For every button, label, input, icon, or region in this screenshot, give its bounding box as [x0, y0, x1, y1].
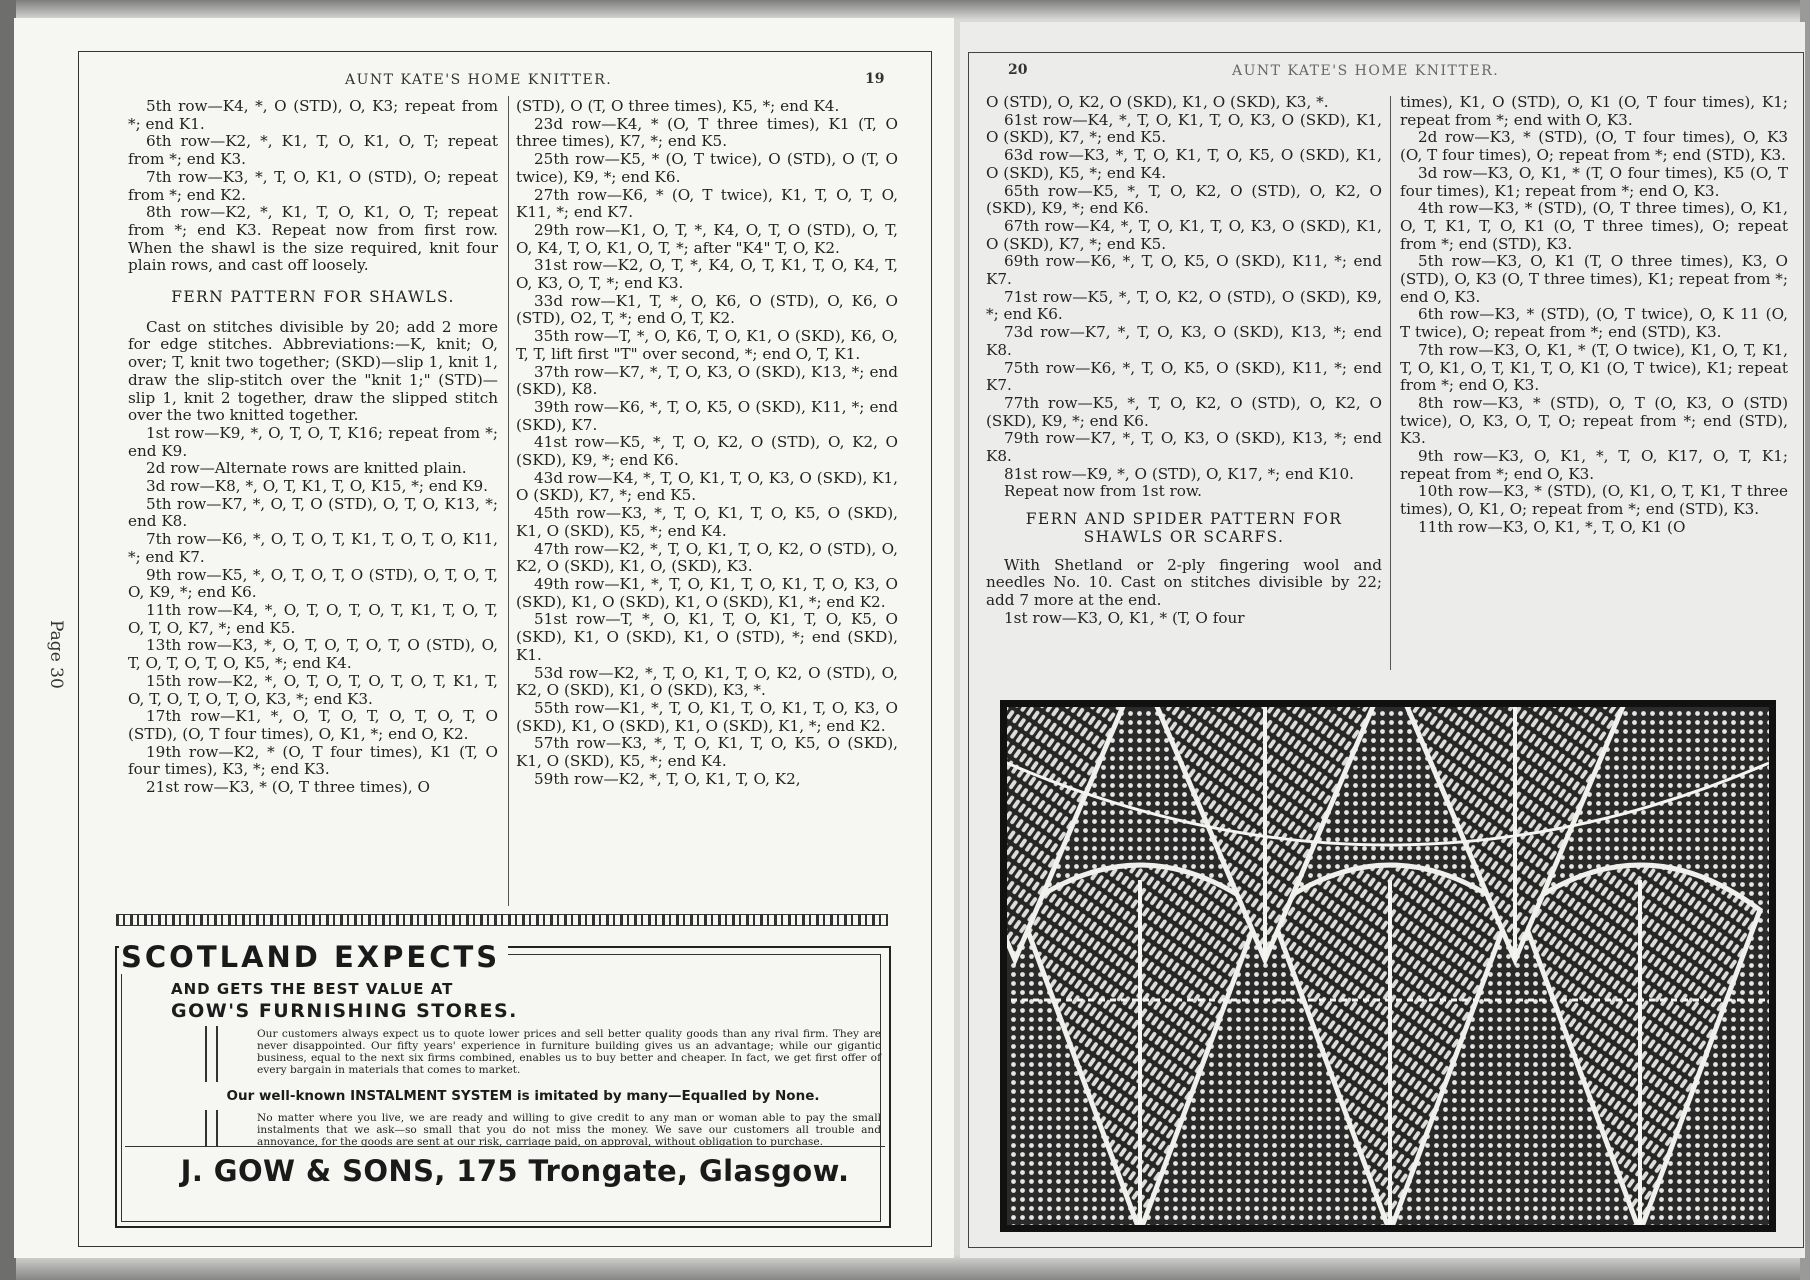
paragraph: 37th row—K7, *, T, O, K3, O (SKD), K13, *; end (SKD), K8. — [516, 362, 898, 399]
paragraph: 31st row—K2, O, T, *, K4, O, T, K1, T, O, K4, T, O, K3, O, T, *; end K3. — [516, 256, 898, 293]
left-page-column-1 — [128, 98, 498, 797]
paragraph: 51st row—T, *, O, K1, T, O, K1, T, O, K5, O (SKD), K1, O (SKD), K1, O (STD), *; end (SKD), K1. — [516, 610, 898, 664]
paragraph: With Shetland or 2-ply fingering wool and needles No. 10. Cast on stitches divisible by 22; add 7 more at the end. — [986, 555, 1382, 609]
paragraph: 67th row—K4, *, T, O, K1, T, O, K3, O (SKD), K1, O (SKD), K7, *; end K5. — [986, 216, 1382, 253]
paragraph: 39th row—K6, *, T, O, K5, O (SKD), K11, *; end (SKD), K7. — [516, 397, 898, 434]
paragraph: 3d row—K8, *, O, T, K1, T, O, K15, *; end K9. — [146, 477, 488, 496]
advert-store-name: GOW'S FURNISHING STORES. — [171, 1000, 518, 1022]
paragraph: 79th row—K7, *, T, O, K3, O (SKD), K13, *; end K8. — [986, 429, 1382, 466]
advert-paragraph-1: Our customers always expect us to quote lower prices and sell better quality goods than any rival firm. They are never disappointed. Our fifty years' experience in furniture building gives us an advantage; while our gigantic business, equal to the next six firms combined, enables us to buy better and cheaper. In fact, we get first offer of every bargain in materials that comes to market. — [257, 1028, 881, 1076]
paragraph: 11th row—K3, O, K1, *, T, O, K1 (O — [1418, 517, 1686, 536]
advert-headline: SCOTLAND EXPECTS — [119, 940, 508, 974]
paragraph: 65th row—K5, *, T, O, K2, O (STD), O, K2, O (SKD), K9, *; end K6. — [986, 181, 1382, 218]
paragraph: times), K1, O (STD), O, K1 (O, T four times), K1; repeat from *; end with O, K3. — [1400, 93, 1788, 129]
paragraph: 7th row—K6, *, O, T, O, T, K1, T, O, T, O, K11, *; end K7. — [128, 530, 498, 566]
paragraph: 6th row—K3, * (STD), (O, T twice), O, K 11 (O, T twice), O; repeat from *; end (STD), K3. — [1400, 305, 1788, 342]
paragraph: 75th row—K6, *, T, O, K5, O (SKD), K11, *; end K7. — [986, 358, 1382, 395]
paragraph: 9th row—K5, *, O, T, O, T, O (STD), O, T, O, T, O, K9, *; end K6. — [128, 565, 498, 602]
paragraph: 81st row—K9, *, O (STD), O, K17, *; end K10. — [1004, 464, 1354, 483]
folio-20: 20 — [1008, 62, 1028, 78]
paragraph: 4th row—K3, * (STD), (O, T three times), O, K1, O, T, K1, T, O, K1 (O, T three times), O; repeat from *; end (STD), K3. — [1400, 199, 1788, 253]
running-head-left: AUNT KATE'S HOME KNITTER. — [345, 72, 613, 88]
paragraph: 5th row—K4, *, O (STD), O, K3; repeat from *; end K1. — [128, 97, 498, 133]
advert-bar-ornament — [205, 1026, 218, 1082]
right-page-column-1 — [986, 94, 1382, 627]
paragraph: 35th row—T, *, O, K6, T, O, K1, O (SKD), K6, O, T, T, lift first "T" over second, *; end O, T, K1. — [516, 327, 898, 363]
page-label: Page 30 — [46, 620, 66, 689]
paragraph: 41st row—K5, *, T, O, K2, O (STD), O, K2, O (SKD), K9, *; end K6. — [516, 433, 898, 470]
lace-shawl-photo — [1000, 700, 1776, 1232]
paragraph: 57th row—K3, *, T, O, K1, T, O, K5, O (SKD), K1, O (SKD), K5, *; end K4. — [516, 734, 898, 771]
paragraph: 11th row—K4, *, O, T, O, T, O, T, K1, T, O, T, O, T, O, K7, *; end K5. — [128, 600, 498, 637]
advertisement — [111, 940, 895, 1232]
paragraph: 10th row—K3, * (STD), (O, K1, O, T, K1, T three times), O, K1, O; repeat from *; end (STD), K3. — [1400, 482, 1788, 519]
paragraph: 73d row—K7, *, T, O, K3, O (SKD), K13, *; end K8. — [986, 323, 1382, 359]
paragraph: 49th row—K1, *, T, O, K1, T, O, K1, T, O, K3, O (SKD), K1, O (SKD), K1, O (SKD), K1, *; end K2. — [516, 574, 898, 611]
running-head-right: AUNT KATE'S HOME KNITTER. — [1232, 63, 1500, 79]
paragraph: 17th row—K1, *, O, T, O, T, O, T, O, T, O (STD), (O, T four times), O, K1, *; end O, K2. — [128, 707, 498, 743]
paragraph: O (STD), O, K2, O (SKD), K1, O (SKD), K3, *. — [986, 93, 1329, 111]
paragraph: 9th row—K3, O, K1, *, T, O, K17, O, T, K1; repeat from *; end O, K3. — [1400, 447, 1788, 483]
paragraph: 33d row—K1, T, *, O, K6, O (STD), O, K6, O (STD), O2, T, *; end O, T, K2. — [516, 291, 898, 328]
paragraph: 1st row—K3, O, K1, * (T, O four — [1004, 608, 1245, 627]
paragraph: 23d row—K4, * (O, T three times), K1 (T, O three times), K7, *; end K5. — [516, 114, 898, 151]
ornament-border — [116, 914, 888, 926]
paragraph: 43d row—K4, *, T, O, K1, T, O, K3, O (SKD), K1, O (SKD), K7, *; end K5. — [516, 468, 898, 505]
paragraph: 59th row—K2, *, T, O, K1, T, O, K2, — [534, 769, 801, 788]
advert-instalment-line: Our well-known INSTALMENT SYSTEM is imitated by many—Equalled by None. — [226, 1088, 820, 1104]
paragraph: 61st row—K4, *, T, O, K1, T, O, K3, O (SKD), K1, O (SKD), K7, *; end K5. — [986, 110, 1382, 147]
paragraph: Repeat now from 1st row. — [1004, 482, 1202, 501]
paragraph: 69th row—K6, *, T, O, K5, O (SKD), K11, *; end K7. — [986, 252, 1382, 289]
paragraph: (STD), O (T, O three times), K5, *; end K4. — [516, 97, 840, 115]
section-heading: FERN PATTERN FOR SHAWLS. — [171, 288, 455, 307]
advert-paragraph-2: No matter where you live, we are ready and willing to give credit to any man or woman able to pay the small instalments that we ask—so small that you do not miss the money. We save our customers all trouble and annoyance, for the goods are sent at our risk, carriage paid, on approval, without obligation to purchase. — [257, 1112, 881, 1148]
paragraph: 7th row—K3, O, K1, * (T, O twice), K1, O, T, K1, T, O, K1, O, T, K1, T, O, K1 (O, T twice), K1; repeat from *; end O, K3. — [1400, 340, 1788, 395]
paragraph: 7th row—K3, *, T, O, K1, O (STD), O; repeat from *; end K2. — [128, 167, 498, 204]
section-heading: FERN AND SPIDER PATTERN FOR — [1025, 510, 1343, 529]
paragraph: 25th row—K5, * (O, T twice), O (STD), O (T, O twice), K9, *; end K6. — [516, 150, 898, 186]
paragraph: 45th row—K3, *, T, O, K1, T, O, K5, O (SKD), K1, O (SKD), K5, *; end K4. — [516, 504, 898, 540]
section-heading: SHAWLS OR SCARFS. — [1083, 527, 1285, 546]
column-rule — [1390, 96, 1391, 670]
paragraph: 47th row—K2, *, T, O, K1, T, O, K2, O (STD), O, K2, O (SKD), K1, O, (SKD), K3. — [516, 539, 898, 576]
paragraph: Cast on stitches divisible by 20; add 2 more for edge stitches. Abbreviations:—K, knit; O, over; T, knit two together; (SKD)—slip 1, knit 1, draw the slip-stitch over the "knit 1;" (STD)—slip 1, knit 2 together, draw the slipped stitch over the two knitted together. — [128, 317, 498, 425]
advert-bar-ornament — [205, 1110, 218, 1146]
paragraph: 71st row—K5, *, T, O, K2, O (STD), O (SKD), K9, *; end K6. — [986, 287, 1382, 324]
paragraph: 3d row—K3, O, K1, * (T, O four times), K5 (O, T four times), K1; repeat from *; end O, K3. — [1400, 163, 1788, 200]
paragraph: 21st row—K3, * (O, T three times), O — [146, 778, 430, 797]
paragraph: 77th row—K5, *, T, O, K2, O (STD), O, K2, O (SKD), K9, *; end K6. — [986, 393, 1382, 430]
paragraph: 63d row—K3, *, T, O, K1, T, O, K5, O (SKD), K1, O (SKD), K5, *; end K4. — [986, 146, 1382, 182]
paragraph: 5th row—K3, O, K1 (T, O three times), K3, O (STD), O, K3 (O, T three times), K1; repeat from *; end O, K3. — [1400, 252, 1788, 306]
paragraph: 13th row—K3, *, O, T, O, T, O, T, O (STD), O, T, O, T, O, T, O, K5, *; end K4. — [128, 636, 498, 673]
paragraph: 15th row—K2, *, O, T, O, T, O, T, O, T, K1, T, O, T, O, T, O, T, O, K3, *; end K3. — [128, 671, 498, 708]
scan-edge-top — [0, 0, 1810, 20]
paragraph: 27th row—K6, * (O, T twice), K1, T, O, T, O, K11, *; end K7. — [516, 185, 898, 222]
paragraph: 6th row—K2, *, K1, T, O, K1, O, T; repeat from *; end K3. — [128, 132, 498, 169]
paragraph: 5th row—K7, *, O, T, O (STD), O, T, O, K13, *; end K8. — [128, 494, 498, 531]
advert-subheading: AND GETS THE BEST VALUE AT — [171, 980, 454, 998]
left-page-column-2 — [516, 98, 898, 788]
folio-19: 19 — [865, 71, 885, 87]
advert-divider — [125, 1146, 885, 1147]
advert-footer: J. GOW & SONS, 175 Trongate, Glasgow. — [180, 1154, 850, 1188]
column-rule — [508, 96, 509, 906]
paragraph: 55th row—K1, *, T, O, K1, T, O, K1, T, O, K3, O (SKD), K1, O (SKD), K1, O (SKD), K1, *; end K2. — [516, 698, 898, 735]
paragraph: 53d row—K2, *, T, O, K1, T, O, K2, O (STD), O, K2, O (SKD), K1, O (SKD), K3, *. — [516, 663, 898, 700]
paragraph: 2d row—K3, * (STD), (O, T four times), O, K3 (O, T four times), O; repeat from *; end (STD), K3. — [1400, 128, 1788, 165]
paragraph: 8th row—K3, * (STD), O, T (O, K3, O (STD) twice), O, K3, O, T, O; repeat from *; end (STD), K3. — [1400, 393, 1788, 448]
paragraph: 19th row—K2, * (O, T four times), K1 (T, O four times), K3, *; end K3. — [128, 742, 498, 779]
paragraph: 8th row—K2, *, K1, T, O, K1, O, T; repeat from *; end K3. Repeat now from first row. When the shawl is the size required, knit four plain rows, and cast off loosely. — [128, 203, 498, 275]
paragraph: 29th row—K1, O, T, *, K4, O, T, O (STD), O, T, O, K4, T, O, K1, O, T, *; after "K4" T, O, K2. — [516, 220, 898, 257]
lace-pattern-image — [1000, 700, 1776, 1232]
paragraph: 2d row—Alternate rows are knitted plain. — [146, 459, 467, 478]
right-page-column-2 — [1400, 94, 1788, 537]
paragraph: 1st row—K9, *, O, T, O, T, K16; repeat from *; end K9. — [128, 423, 498, 460]
